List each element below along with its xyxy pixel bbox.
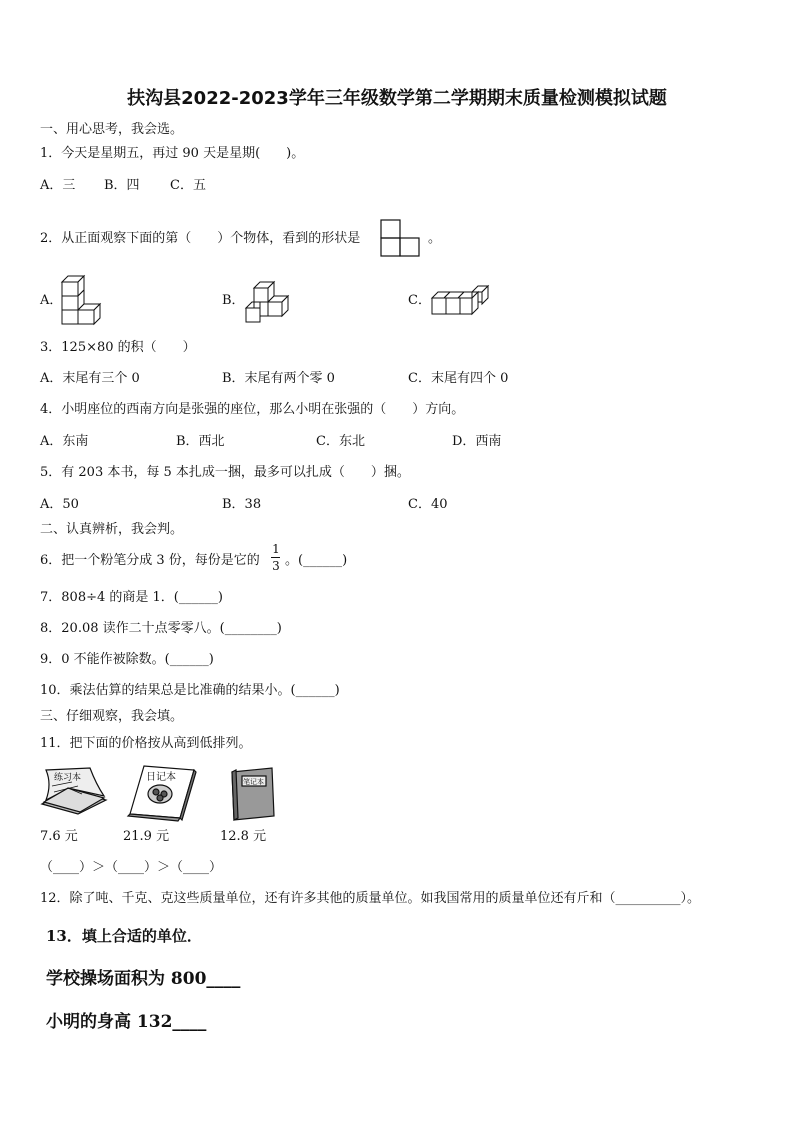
cube-figure-b xyxy=(244,280,292,324)
question-8-stem: 8．20.08 读作二十点零零八。(________) xyxy=(40,621,282,636)
question-10-stem: 10．乘法估算的结果总是比准确的结果小。(______) xyxy=(40,683,340,698)
question-12-stem: 12．除了吨、千克、克这些质量单位，还有许多其他的质量单位。如我国常用的质量单位还有斤和（__________）。 xyxy=(40,891,701,906)
question-4-option-a[interactable]: A．东南 xyxy=(40,434,89,449)
question-3-stem: 3．125×80 的积（ ） xyxy=(40,340,196,355)
question-4-option-d[interactable]: D．西南 xyxy=(452,434,502,449)
question-4-stem: 4．小明座位的西南方向是张强的座位，那么小明在张强的（ ）方向。 xyxy=(40,402,465,417)
question-2-option-c[interactable]: C． xyxy=(408,293,431,308)
diary-label: 日记本 xyxy=(146,772,176,783)
question-2-option-b[interactable]: B． xyxy=(222,293,245,308)
price-notebook: 12.8 元 xyxy=(220,829,267,844)
price-order-blanks[interactable]: （____）＞（____）＞（____） xyxy=(40,860,223,875)
question-4-option-b[interactable]: B．西北 xyxy=(176,434,225,449)
question-3-option-c[interactable]: C．末尾有四个 0 xyxy=(408,371,509,386)
question-6-stem: 6．把一个粉笔分成 3 份，每份是它的 xyxy=(40,553,260,568)
question-13-line-2[interactable]: 小明的身高 132____ xyxy=(46,1012,207,1032)
question-1-option-b[interactable]: B．四 xyxy=(104,178,140,193)
page-title: 扶沟县2022-2023学年三年级数学第二学期期末质量检测模拟试题 xyxy=(127,88,667,109)
section-heading-2: 二、认真辨析，我会判。 xyxy=(40,522,184,537)
notebook-image xyxy=(222,764,280,822)
fraction-denominator: 3 xyxy=(272,559,280,573)
question-7-stem: 7．808÷4 的商是 1．(______) xyxy=(40,590,223,605)
question-5-option-c[interactable]: C．40 xyxy=(408,497,448,512)
section-heading-1: 一、用心思考，我会选。 xyxy=(40,122,184,137)
question-9-stem: 9．0 不能作被除数。(______) xyxy=(40,652,214,667)
question-5-option-b[interactable]: B．38 xyxy=(222,497,262,512)
fraction-numerator: 1 xyxy=(272,542,280,556)
notebook-label: 笔记本 xyxy=(243,778,264,786)
question-2-stem-end: 。 xyxy=(428,231,442,246)
price-diary: 21.9 元 xyxy=(123,829,170,844)
question-1-option-a[interactable]: A．三 xyxy=(40,178,76,193)
exercise-book-image xyxy=(38,764,110,824)
question-5-stem: 5．有 203 本书，每 5 本扎成一捆，最多可以扎成（ ）捆。 xyxy=(40,465,410,480)
question-13-stem: 13．填上合适的单位． xyxy=(46,927,202,945)
exercise-book-label: 练习本 xyxy=(54,773,82,783)
cube-figure-a xyxy=(60,274,102,330)
question-1-option-c[interactable]: C．五 xyxy=(170,178,206,193)
section-heading-3: 三、仔细观察，我会填。 xyxy=(40,709,184,724)
price-exercise-book: 7.6 元 xyxy=(40,829,78,844)
diary-image xyxy=(124,764,198,822)
question-3-option-a[interactable]: A．末尾有三个 0 xyxy=(40,371,140,386)
question-3-option-b[interactable]: B．末尾有两个零 0 xyxy=(222,371,335,386)
question-1-stem: 1．今天是星期五，再过 90 天是星期( )。 xyxy=(40,146,305,161)
cube-figure-c xyxy=(430,286,492,316)
question-13-line-1[interactable]: 学校操场面积为 800____ xyxy=(46,969,241,989)
question-6-answer-blank[interactable]: 。(______) xyxy=(285,553,348,568)
question-5-option-a[interactable]: A．50 xyxy=(40,497,79,512)
fraction-bar xyxy=(271,557,280,558)
question-4-option-c[interactable]: C．东北 xyxy=(316,434,365,449)
question-2-option-a[interactable]: A． xyxy=(40,293,63,308)
target-view-shape-figure xyxy=(380,219,420,257)
question-2-stem: 2．从正面观察下面的第（ ）个物体，看到的形状是 xyxy=(40,231,361,246)
question-11-stem: 11．把下面的价格按从高到低排列。 xyxy=(40,736,252,751)
